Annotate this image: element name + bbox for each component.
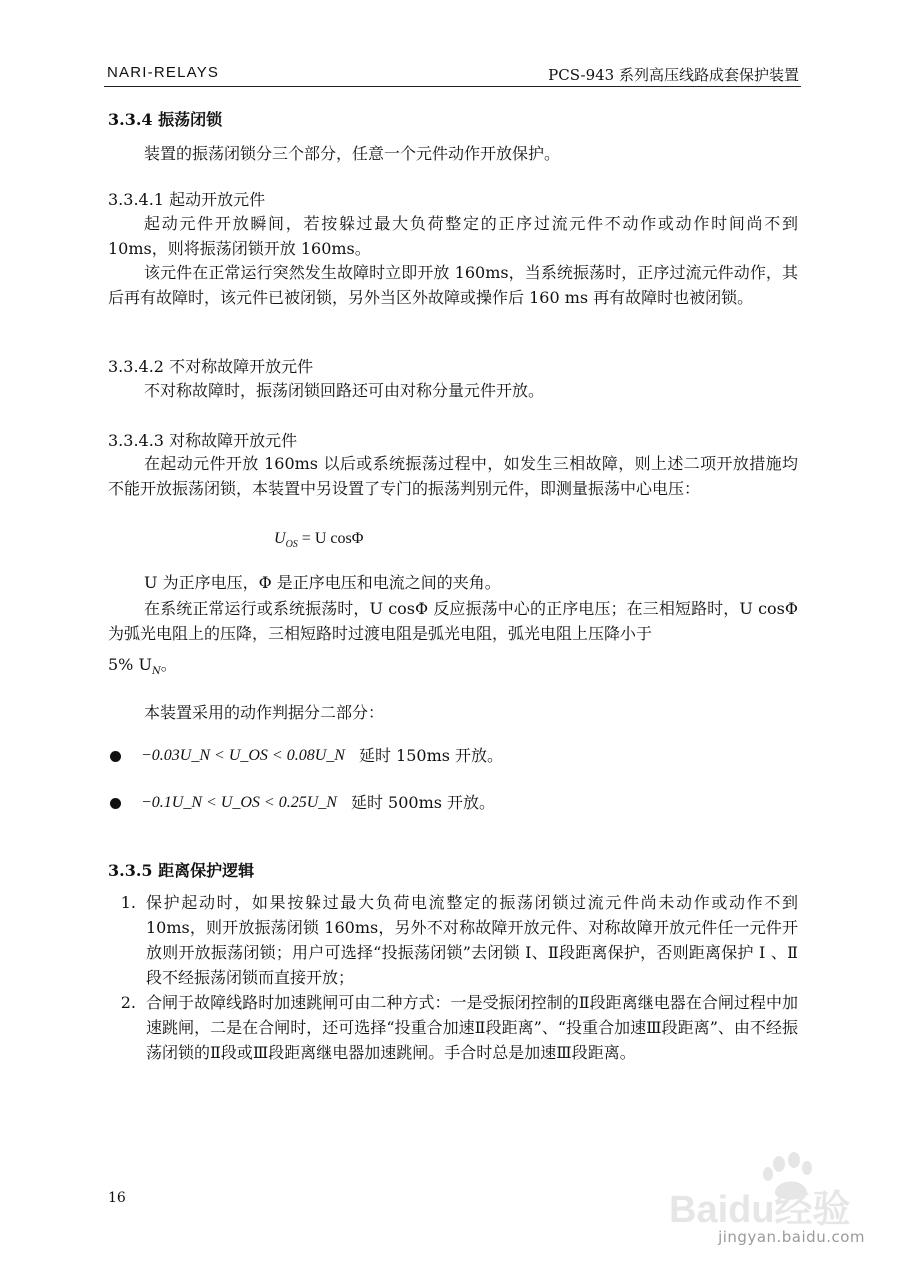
section-3-3-4-title: 3.3.4 振荡闭锁 [108,110,223,129]
section-3-3-4-1-para-2: 该元件在正常运行突然发生故障时立即开放 160ms，当系统振荡时，正序过流元件动作，其后再有故障时，该元件已被闭锁，另外当区外故障或操作后 160 ms 再有故障时也被闭锁。 [108,263,798,307]
header-brand: NARI-RELAYS [107,64,220,81]
list-item: 1. 保护起动时，如果按躲过最大负荷电流整定的振荡闭锁过流元件尚未动作或动作不到 10ms，则开放振荡闭锁 160ms，另外不对称故障开放元件、对称故障开放元件任一元件开放则开放振荡闭锁；用户可选择“投振荡闭锁”去闭锁 Ⅰ、Ⅱ段距离保护，否则距离保护 Ⅰ 、Ⅱ段不经振荡闭锁而直接开放； [120,893,798,987]
bullet-icon [110,798,121,809]
bullet-icon [110,751,121,762]
section-3-3-5-list [108,890,798,1065]
formula-uos [274,530,363,550]
section-3-3-4-1-title: 3.3.4.1 起动开放元件 [108,190,266,209]
section-3-3-4-2-para-1: 不对称故障时，振荡闭锁回路还可由对称分量元件开放。 [144,381,545,400]
section-3-3-4-3-title: 3.3.4.3 对称故障开放元件 [108,431,298,450]
section-3-3-4-intro: 装置的振荡闭锁分三个部分，任意一个元件动作开放保护。 [144,144,561,163]
criterion-2-text: 延时 500ms 开放。 [350,793,496,812]
page-number: 16 [108,1190,126,1206]
criterion-1-text: 延时 150ms 开放。 [358,746,504,765]
formula-rhs: = U cosΦ [297,530,364,547]
criterion-2-math: −0.1U_N < U_OS < 0.25U_N [141,794,337,811]
criterion-1-math: −0.03U_N < U_OS < 0.08U_N [141,747,345,764]
section-3-3-4-2-title: 3.3.4.2 不对称故障开放元件 [108,357,314,376]
criterion-2 [110,792,495,814]
header-doc-title: PCS-943 系列高压线路成套保护装置 [548,66,799,84]
section-3-3-4-1-para-1: 起动元件开放瞬间，若按躲过最大负荷整定的正序过流元件不动作或动作时间尚不到 10ms，则将振荡闭锁开放 160ms。 [108,214,798,258]
section-3-3-4-3-para-4: 本装置采用的动作判据分二部分： [144,703,385,722]
section-3-3-4-3-para-3-tail: 5% $U_N$。 [108,655,177,678]
watermark-url: jingyan.baidu.com [718,1228,865,1246]
section-3-3-5-title: 3.3.5 距离保护逻辑 [108,861,255,880]
section-3-3-4-3-para-1: 在起动元件开放 160ms 以后或系统振荡过程中，如发生三相故障，则上述二项开放措施均不能开放振荡闭锁，本装置中另设置了专门的振荡判别元件，即测量振荡中心电压： [108,454,798,498]
header-divider [104,86,801,87]
watermark-logo-text: Baidu经验 [669,1189,851,1231]
formula-lhs: U [274,530,286,547]
criterion-1 [110,745,503,767]
section-3-3-4-3-para-3: 在系统正常运行或系统振荡时，U cosΦ 反应振荡中心的正序电压；在三相短路时，U cosΦ 为弧光电阻上的压降，三相短路时过渡电阻是弧光电阻，弧光电阻上压降小于 [108,599,798,643]
list-item: 2. 合闸于故障线路时加速跳闸可由二种方式：一是受振闭控制的Ⅱ段距离继电器在合闸过程中加速跳闸，二是在合闸时，还可选择“投重合加速Ⅱ段距离”、“投重合加速Ⅲ段距离”、由不经振荡闭锁的Ⅱ段或Ⅲ段距离继电器加速跳闸。手合时总是加速Ⅲ段距离。 [120,993,798,1062]
formula-lhs-sub: OS [285,539,298,551]
section-3-3-4-3-para-2: U 为正序电压，Φ 是正序电压和电流之间的夹角。 [144,573,501,592]
